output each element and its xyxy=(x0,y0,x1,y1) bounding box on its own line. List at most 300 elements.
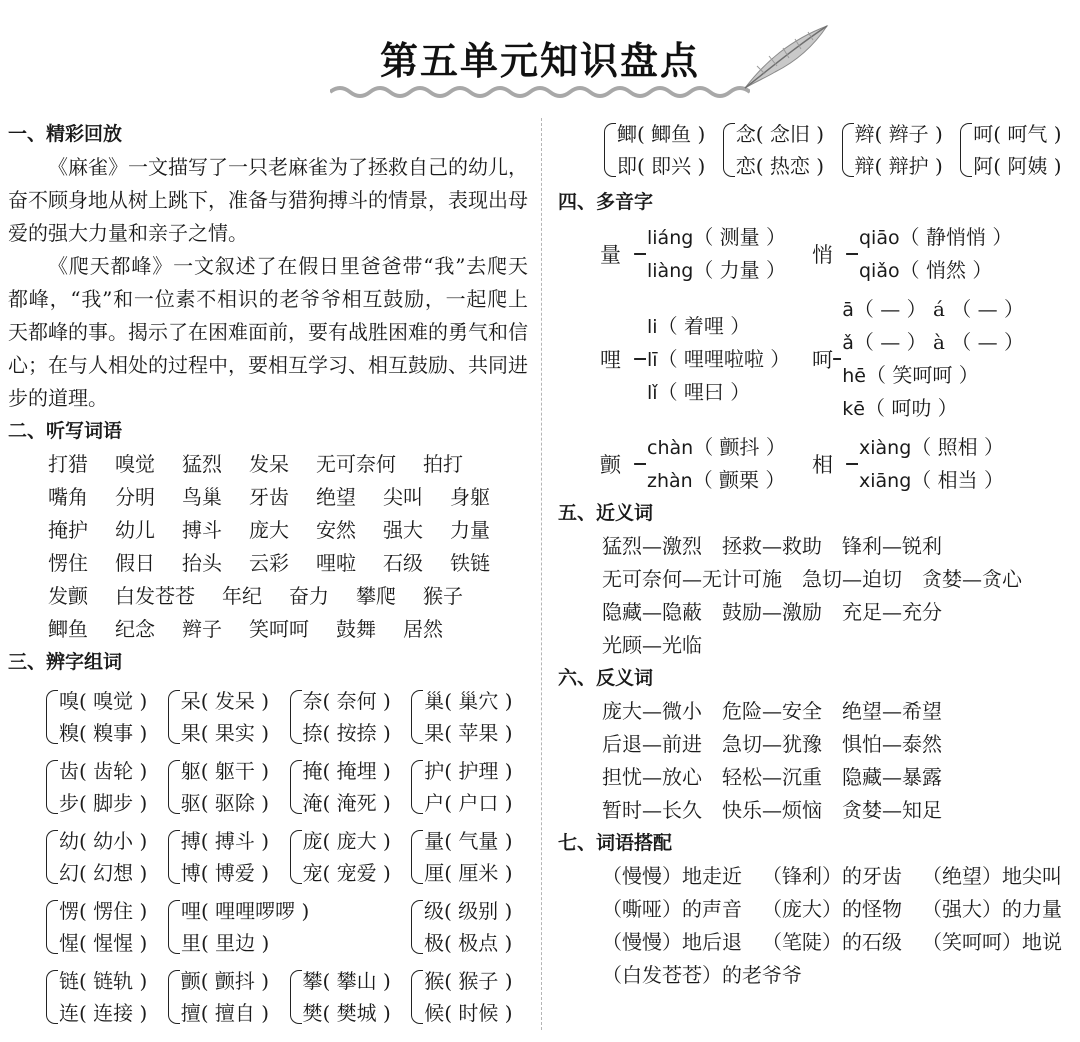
dictation-word: 白发苍苍 xyxy=(115,584,195,608)
brace xyxy=(960,123,972,177)
brace xyxy=(411,970,423,1024)
pair-lines xyxy=(424,685,512,749)
dictation-word: 石级 xyxy=(383,551,423,575)
pair-item: 链( 链轨 ) xyxy=(59,969,148,993)
brace xyxy=(290,970,302,1024)
antonym-pair: 惧怕—泰然 xyxy=(842,732,942,756)
synonym-pair: 充足—充分 xyxy=(842,600,942,624)
brace xyxy=(46,830,58,884)
collocation-item: （绝望）地尖叫 xyxy=(922,864,1062,888)
pair-lines xyxy=(303,965,391,1029)
char-pair xyxy=(168,755,285,819)
word-row xyxy=(8,514,528,547)
synonym-pair: 光顾—光临 xyxy=(602,633,702,657)
pair-item: 驱( 驱除 ) xyxy=(180,791,270,815)
antonym-pair-row xyxy=(558,695,1073,728)
pair-item: 掩( 掩埋 ) xyxy=(302,759,391,783)
polyphone-readings xyxy=(647,221,786,287)
brace xyxy=(634,358,646,360)
antonym-pair: 危险—安全 xyxy=(722,699,822,723)
dictation-word: 铁链 xyxy=(450,551,490,575)
synonym-pair: 锋利—锐利 xyxy=(842,534,942,558)
synonym-pair-row xyxy=(558,530,1073,563)
brace xyxy=(290,830,302,884)
dictation-word: 哩啦 xyxy=(316,551,356,575)
pinyin: liàng xyxy=(647,260,694,282)
reading-line xyxy=(647,310,790,343)
pinyin: ǎ xyxy=(842,332,854,354)
antonym-pair: 急切—犹豫 xyxy=(722,732,822,756)
brace xyxy=(290,690,302,744)
pair-item: 擅( 擅自 ) xyxy=(180,1001,270,1025)
brace xyxy=(634,463,646,465)
reading-line xyxy=(647,431,786,464)
pair-lines xyxy=(59,755,147,819)
pair-lines xyxy=(303,755,391,819)
brace xyxy=(634,253,646,255)
pair-lines xyxy=(181,825,269,889)
word-row xyxy=(8,613,528,646)
polyphone-list xyxy=(558,221,1073,497)
dictation-word: 搏斗 xyxy=(182,518,222,542)
section-heading-review: 一、精彩回放 xyxy=(8,123,123,145)
collocation-item-row xyxy=(558,959,1073,992)
collocation-item: （嘶哑）的声音 xyxy=(602,897,742,921)
page-title: 第五单元知识盘点 xyxy=(379,39,700,83)
brace xyxy=(290,760,302,814)
antonym-pair-row xyxy=(558,728,1073,761)
pair-item: 嗅( 嗅觉 ) xyxy=(59,689,148,713)
dictation-word: 强大 xyxy=(383,518,423,542)
char-pair xyxy=(168,965,285,1029)
section-heading-collocation: 七、词语搭配 xyxy=(558,832,673,854)
char-pair xyxy=(168,895,406,959)
polyphone-char: 颤 xyxy=(600,453,621,477)
dictation-word: 鸟巢 xyxy=(182,485,222,509)
paragraph-tiandufeng: 《爬天都峰》一文叙述了在假日里爸爸带“我”去爬天都峰，“我”和一位素不相识的老爷爷相互鼓励，一起爬上天都峰的事。揭示了在困难面前，要有战胜困难的勇气和信心；在与人相处的过程中，要相互学习、相互鼓励、共同进步的道理。 xyxy=(8,254,528,410)
brace xyxy=(46,970,58,1024)
dictation-word: 鼓舞 xyxy=(336,617,376,641)
pair-item: 淹( 淹死 ) xyxy=(302,791,391,815)
pinyin: qiāo xyxy=(859,227,900,249)
dictation-word: 发呆 xyxy=(249,452,289,476)
char-pair xyxy=(46,965,163,1029)
example-word: （ 颤栗 ） xyxy=(692,468,786,492)
pair-lines xyxy=(181,685,269,749)
dictation-word: 鲫鱼 xyxy=(48,617,88,641)
word-row xyxy=(8,547,528,580)
reading-line xyxy=(647,343,790,376)
pair-item: 阿( 阿姨 ) xyxy=(973,154,1062,178)
polyphone-readings xyxy=(647,431,786,497)
example-word: （ 着哩 ） xyxy=(657,313,751,338)
pair-item: 户( 户口 ) xyxy=(424,791,513,815)
collocation-item: （锋利）的牙齿 xyxy=(762,864,902,888)
example-word: （ 照相 ） xyxy=(911,435,1004,459)
pair-lines xyxy=(181,755,269,819)
reading-line xyxy=(647,376,790,409)
synonym-pair: 鼓励—激励 xyxy=(722,600,822,624)
polyphone-readings xyxy=(842,293,1024,425)
polyphone-char: 量 xyxy=(600,243,621,267)
pair-lines xyxy=(59,685,147,749)
polyphone-readings xyxy=(647,310,790,409)
char-pair xyxy=(842,118,955,182)
antonym-pair: 轻松—沉重 xyxy=(722,765,822,789)
pair-item: 齿( 齿轮 ) xyxy=(59,759,148,783)
pair-item: 愣( 愣住 ) xyxy=(59,899,148,923)
pair-item: 步( 脚步 ) xyxy=(59,791,148,815)
char-pair xyxy=(168,685,285,749)
antonym-pair: 担忧—放心 xyxy=(602,765,702,789)
pair-item: 连( 连接 ) xyxy=(59,1001,148,1025)
char-pair xyxy=(46,895,163,959)
reading-line xyxy=(647,464,786,497)
example-word: （ 哩曰 ） xyxy=(657,379,751,404)
dictation-word: 抬头 xyxy=(182,551,222,575)
char-pair xyxy=(290,965,407,1029)
brace xyxy=(46,690,58,744)
brace xyxy=(846,253,858,255)
antonym-pair: 贪婪—知足 xyxy=(842,798,942,822)
pair-lines xyxy=(59,895,147,959)
antonym-list xyxy=(558,695,1073,827)
char-pair xyxy=(290,685,407,749)
example-word: （ 颤抖 ） xyxy=(693,435,786,459)
pinyin: ā xyxy=(842,299,854,321)
pair-item: 辩( 辩护 ) xyxy=(854,154,943,178)
wave-underline xyxy=(330,82,750,102)
reading-line xyxy=(647,221,786,254)
pair-item: 躯( 躯干 ) xyxy=(180,759,270,783)
pinyin: liáng xyxy=(647,227,694,249)
polyphone-row xyxy=(558,221,1073,287)
synonym-pair: 拯救—救助 xyxy=(722,534,822,558)
pair-lines xyxy=(424,755,512,819)
pair-item: 级( 级别 ) xyxy=(424,899,513,923)
section-heading-dictation: 二、听写词语 xyxy=(8,420,123,442)
char-pair xyxy=(960,118,1073,182)
paragraph-maque: 《麻雀》一文描写了一只老麻雀为了拯救自己的幼儿，奋不顾身地从树上跳下，准备与猎狗搏斗的情景，表现出母爱的强大力量和亲子之情。 xyxy=(8,155,528,245)
brace xyxy=(46,900,58,954)
pair-item: 颤( 颤抖 ) xyxy=(180,969,270,993)
pair-item: 哩( 哩哩啰啰 ) xyxy=(181,899,310,923)
collocation-item: （笔陡）的石级 xyxy=(762,930,902,954)
distinguish-continued xyxy=(558,118,1073,182)
reading-line xyxy=(859,254,1012,287)
antonym-pair: 快乐—烦恼 xyxy=(722,798,822,822)
section-heading-synonyms: 五、近义词 xyxy=(558,502,654,524)
dictation-word: 云彩 xyxy=(249,551,289,575)
pinyin: qiǎo xyxy=(859,260,900,282)
pinyin: li xyxy=(647,315,658,338)
antonym-pair: 后退—前进 xyxy=(602,732,702,756)
dictation-word: 纪念 xyxy=(115,617,155,641)
polyphone-char: 相 xyxy=(812,453,833,477)
pair-lines xyxy=(424,965,512,1029)
pair-item: 宠( 宠爱 ) xyxy=(302,861,391,885)
antonym-pair-row xyxy=(558,794,1073,827)
antonym-pair: 绝望—希望 xyxy=(842,699,942,723)
distinguish-groups xyxy=(8,685,528,1029)
brace xyxy=(168,690,180,744)
antonym-pair-row xyxy=(558,761,1073,794)
polyphone-row xyxy=(558,431,1073,497)
brace xyxy=(723,123,735,177)
pair-item: 辫( 辫子 ) xyxy=(854,122,943,146)
dictation-word: 幼儿 xyxy=(115,518,155,542)
brace xyxy=(168,760,180,814)
char-pair xyxy=(411,895,528,959)
pair-item: 博( 博爱 ) xyxy=(180,861,270,885)
dictation-word: 猛烈 xyxy=(182,452,222,476)
pair-item: 幼( 幼小 ) xyxy=(59,829,148,853)
right-column xyxy=(558,118,1073,992)
pair-item: 极( 极点 ) xyxy=(424,931,513,955)
synonym-pair-row xyxy=(558,596,1073,629)
char-pair xyxy=(46,755,163,819)
collocation-item-row xyxy=(558,860,1073,893)
polyphone-char: 悄 xyxy=(812,243,833,267)
dictation-word: 绝望 xyxy=(316,485,356,509)
example-word: （ 悄然 ） xyxy=(899,258,993,282)
dictation-word: 嗅觉 xyxy=(115,452,155,476)
pair-lines xyxy=(855,118,943,182)
pair-lines xyxy=(181,895,309,959)
pair-lines xyxy=(303,685,391,749)
pinyin: zhàn xyxy=(647,470,693,492)
pair-item: 攀( 攀山 ) xyxy=(302,969,391,993)
reading-line xyxy=(647,254,786,287)
synonym-pair-row xyxy=(558,629,1073,662)
example-word: （ — ） à （ — ） xyxy=(853,330,1024,354)
section-heading-antonyms: 六、反义词 xyxy=(558,667,654,689)
antonym-pair: 隐藏—暴露 xyxy=(842,765,942,789)
char-pair xyxy=(46,685,163,749)
brace xyxy=(842,123,854,177)
collocation-item-row xyxy=(558,926,1073,959)
pair-row xyxy=(8,755,528,819)
polyphone-item xyxy=(600,431,812,497)
example-word: （ 哩哩啦啦 ） xyxy=(657,346,791,371)
antonym-pair: 暂时—长久 xyxy=(602,798,702,822)
char-pair xyxy=(411,755,528,819)
antonym-pair: 庞大—微小 xyxy=(602,699,702,723)
dictation-word: 打猎 xyxy=(48,452,88,476)
pair-row xyxy=(8,825,528,889)
dictation-word: 发颤 xyxy=(48,584,88,608)
brace xyxy=(411,900,423,954)
section-heading-distinguish: 三、辨字组词 xyxy=(8,651,123,673)
pinyin: kē xyxy=(842,398,865,420)
word-row xyxy=(8,448,528,481)
pair-item: 幻( 幻想 ) xyxy=(59,861,148,885)
dictation-word: 安然 xyxy=(316,518,356,542)
example-word: （ 呵叻 ） xyxy=(864,396,958,420)
dictation-word: 假日 xyxy=(115,551,155,575)
dictation-word: 力量 xyxy=(450,518,490,542)
pinyin: xiàng xyxy=(859,437,912,459)
example-word: （ 测量 ） xyxy=(693,225,787,249)
pair-item: 糗( 糗事 ) xyxy=(59,721,148,745)
polyphone-char: 哩 xyxy=(600,348,621,372)
pinyin: lǐ xyxy=(647,381,658,404)
section-heading-polyphone: 四、多音字 xyxy=(558,191,654,213)
pair-item: 奈( 奈何 ) xyxy=(302,689,391,713)
pair-item: 樊( 樊城 ) xyxy=(302,1001,391,1025)
pair-item: 惺( 惺惺 ) xyxy=(59,931,148,955)
dictation-word: 无可奈何 xyxy=(316,452,396,476)
pair-item: 呆( 发呆 ) xyxy=(180,689,270,713)
brace xyxy=(411,760,423,814)
polyphone-readings xyxy=(859,221,1012,287)
pair-item: 量( 气量 ) xyxy=(424,829,513,853)
pair-row xyxy=(8,895,528,959)
brace xyxy=(168,970,180,1024)
collocation-list xyxy=(558,860,1073,992)
pair-item: 猴( 猴子 ) xyxy=(424,969,513,993)
pair-lines xyxy=(59,965,147,1029)
reading-line xyxy=(842,326,1024,359)
char-pair xyxy=(411,965,528,1029)
pinyin: xiāng xyxy=(859,470,912,492)
brace xyxy=(168,900,180,954)
polyphone-readings xyxy=(859,431,1004,497)
synonym-pair: 无可奈何—无计可施 xyxy=(602,567,782,591)
pair-item: 巢( 巢穴 ) xyxy=(424,689,513,713)
pinyin: hē xyxy=(842,365,866,387)
pair-item: 恋( 热恋 ) xyxy=(735,154,825,178)
dictation-word: 奋力 xyxy=(289,584,329,608)
pair-item: 庞( 庞大 ) xyxy=(302,829,391,853)
reading-line xyxy=(859,431,1004,464)
reading-line xyxy=(842,359,1024,392)
char-pair xyxy=(290,755,407,819)
char-pair xyxy=(168,825,285,889)
polyphone-row xyxy=(558,293,1073,425)
polyphone-item xyxy=(600,221,812,287)
polyphone-item xyxy=(812,293,1024,425)
dictation-word: 居然 xyxy=(403,617,443,641)
word-row xyxy=(8,580,528,613)
pair-lines xyxy=(181,965,269,1029)
char-pair xyxy=(411,685,528,749)
collocation-item: （慢慢）地走近 xyxy=(602,864,742,888)
word-row xyxy=(8,481,528,514)
dictation-word: 掩护 xyxy=(48,518,88,542)
pair-row xyxy=(8,685,528,749)
reading-line xyxy=(842,293,1024,326)
reading-line xyxy=(842,392,1024,425)
pair-item: 厘( 厘米 ) xyxy=(424,861,513,885)
pair-lines xyxy=(303,825,391,889)
dictation-word: 笑呵呵 xyxy=(249,617,309,641)
pair-item: 即( 即兴 ) xyxy=(617,154,706,178)
pair-item: 护( 护理 ) xyxy=(424,759,513,783)
dictation-word: 拍打 xyxy=(423,452,463,476)
char-pair xyxy=(290,825,407,889)
brace xyxy=(46,760,58,814)
pair-lines xyxy=(617,118,705,182)
collocation-item: （笑呵呵）地说 xyxy=(922,930,1062,954)
dictation-word: 尖叫 xyxy=(383,485,423,509)
title-area xyxy=(0,22,1080,102)
brace xyxy=(411,830,423,884)
collocation-item-row xyxy=(558,893,1073,926)
dictation-word: 牙齿 xyxy=(249,485,289,509)
pair-item: 里( 里边 ) xyxy=(181,931,270,955)
synonym-pair: 贪婪—贪心 xyxy=(922,567,1022,591)
pair-item: 鲫( 鲫鱼 ) xyxy=(617,122,706,146)
brace xyxy=(168,830,180,884)
synonym-list xyxy=(558,530,1073,662)
pair-lines xyxy=(59,825,147,889)
pair-item: 搏( 搏斗 ) xyxy=(180,829,270,853)
dictation-word: 攀爬 xyxy=(356,584,396,608)
pinyin: chàn xyxy=(647,437,694,459)
pair-lines xyxy=(973,118,1061,182)
pair-item: 念( 念旧 ) xyxy=(735,122,825,146)
collocation-item: （庞大）的怪物 xyxy=(762,897,902,921)
pair-lines xyxy=(424,895,512,959)
dictation-word: 年纪 xyxy=(222,584,262,608)
collocation-item: （慢慢）地后退 xyxy=(602,930,742,954)
pair-item: 呵( 呵气 ) xyxy=(973,122,1062,146)
example-word: （ 相当 ） xyxy=(911,468,1004,492)
synonym-pair: 猛烈—激烈 xyxy=(602,534,702,558)
brace xyxy=(411,690,423,744)
char-pair xyxy=(723,118,836,182)
polyphone-item xyxy=(600,293,812,425)
example-word: （ 静悄悄 ） xyxy=(899,225,1013,249)
feather-icon xyxy=(735,22,835,92)
polyphone-char: 呵 xyxy=(812,348,833,372)
pair-item: 果( 苹果 ) xyxy=(424,721,513,745)
reading-line xyxy=(859,464,1004,497)
dictation-word: 辫子 xyxy=(182,617,222,641)
collocation-item: （强大）的力量 xyxy=(922,897,1062,921)
synonym-pair: 急切—迫切 xyxy=(802,567,902,591)
synonym-pair: 隐藏—隐蔽 xyxy=(602,600,702,624)
pair-item: 候( 时候 ) xyxy=(424,1001,513,1025)
left-column xyxy=(8,118,528,1029)
pair-lines xyxy=(736,118,824,182)
dictation-word: 愣住 xyxy=(48,551,88,575)
brace xyxy=(604,123,616,177)
brace xyxy=(846,463,858,465)
pair-lines xyxy=(424,825,512,889)
pinyin: lī xyxy=(647,348,658,371)
pair-item: 捺( 按捺 ) xyxy=(302,721,391,745)
pair-row xyxy=(8,965,528,1029)
dictation-words xyxy=(8,448,528,646)
polyphone-item xyxy=(812,221,1024,287)
synonym-pair-row xyxy=(558,563,1073,596)
dictation-word: 庞大 xyxy=(249,518,289,542)
dictation-word: 分明 xyxy=(115,485,155,509)
dictation-word: 猴子 xyxy=(423,584,463,608)
polyphone-item xyxy=(812,431,1024,497)
example-word: （ — ） á （ — ） xyxy=(853,297,1024,321)
example-word: （ 笑呵呵 ） xyxy=(866,363,979,387)
dictation-word: 身躯 xyxy=(450,485,490,509)
dictation-word: 嘴角 xyxy=(48,485,88,509)
example-word: （ 力量 ） xyxy=(693,258,787,282)
char-pair xyxy=(46,825,163,889)
collocation-item: （白发苍苍）的老爷爷 xyxy=(602,963,802,987)
char-pair xyxy=(411,825,528,889)
column-divider xyxy=(541,118,542,1030)
